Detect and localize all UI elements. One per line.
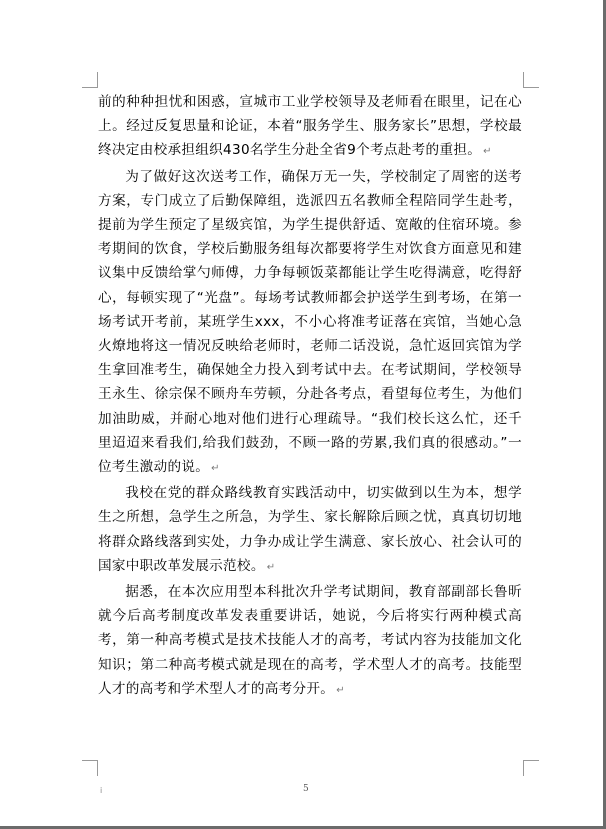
paragraph-mark: ↵	[483, 146, 492, 158]
paragraph-text: 前的种种担忧和困惑，宣城市工业学校领导及老师看在眼里，记在心上。经过反复思量和论证，本着“服务学生、服务家长”思想，学校最终决定由校承担组织430名学生分赴全省9个考点赴考的重担。	[98, 94, 522, 159]
page-number: 5	[303, 784, 309, 794]
paragraph-mark: ↵	[336, 684, 345, 696]
paragraph-text: 据悉，在本次应用型本科批次升学考试期间，教育部副部长鲁昕就今后高考制度改革发表重要讲话，她说，今后将实行两种模式高考，第一种高考模式是技术技能人才的高考，考试内容为技能加文化知识；第二种高考模式就是现在的高考，学术型人才的高考。技能型人才的高考和学术型人才的高考分开。	[98, 584, 522, 697]
footer-paragraph-mark: ⅰ	[100, 786, 103, 795]
paragraph-2	[98, 165, 522, 482]
crop-mark-top-right	[523, 72, 539, 88]
paragraph-mark: ↵	[266, 561, 276, 573]
paragraph-4	[98, 580, 522, 703]
paragraph-3	[98, 481, 522, 580]
paragraph-1	[98, 90, 522, 165]
crop-mark-top-left	[82, 72, 98, 88]
crop-mark-bottom-right	[523, 760, 539, 776]
document-body[interactable]	[98, 90, 522, 703]
paragraph-mark: ↵	[211, 463, 220, 475]
paragraph-text: 为了做好这次送考工作，确保万无一失，学校制定了周密的送考方案，专门成立了后勤保障组，选派四五名教师全程陪同学生赴考，提前为学生预定了星级宾馆，为学生提供舒适、宽敞的住宿环境。参考期间的饮食，学校后勤服务组每次都要将学生对饮食方面意见和建议集中反馈给掌勺师傅，力争每顿饭菜都能让学生吃得满意，吃得舒心，每顿实现了“光盘”。每场考试教师都会护送学生到考场，在第一场考试开考前，某班学生xxx，不小心将准考证落在宾馆，当她心急火燎地将这一情况反映给老师时，老师二话没说，急忙返回宾馆为学生拿回准考生，确保她全力投入到考试中去。在考试期间，学校领导王永生、徐宗保不顾舟车劳顿，分赴各考点，看望每位考生，为他们加油助威，并耐心地对他们进行心理疏导。“我们校长这么忙，还千里迢迢来看我们,给我们鼓劲，不顾一路的劳累,我们真的很感动。”一位考生激动的说。	[98, 168, 522, 476]
paragraph-text: 我校在党的群众路线教育实践活动中，切实做到以生为本，想学生之所想，急学生之所急，为学生、家长解除后顾之忧，真真切切地将群众路线落到实处，力争办成让学生满意、家长放心、社会认可的国家中职改革发展示范校。	[98, 485, 522, 574]
crop-mark-bottom-left	[82, 760, 98, 776]
